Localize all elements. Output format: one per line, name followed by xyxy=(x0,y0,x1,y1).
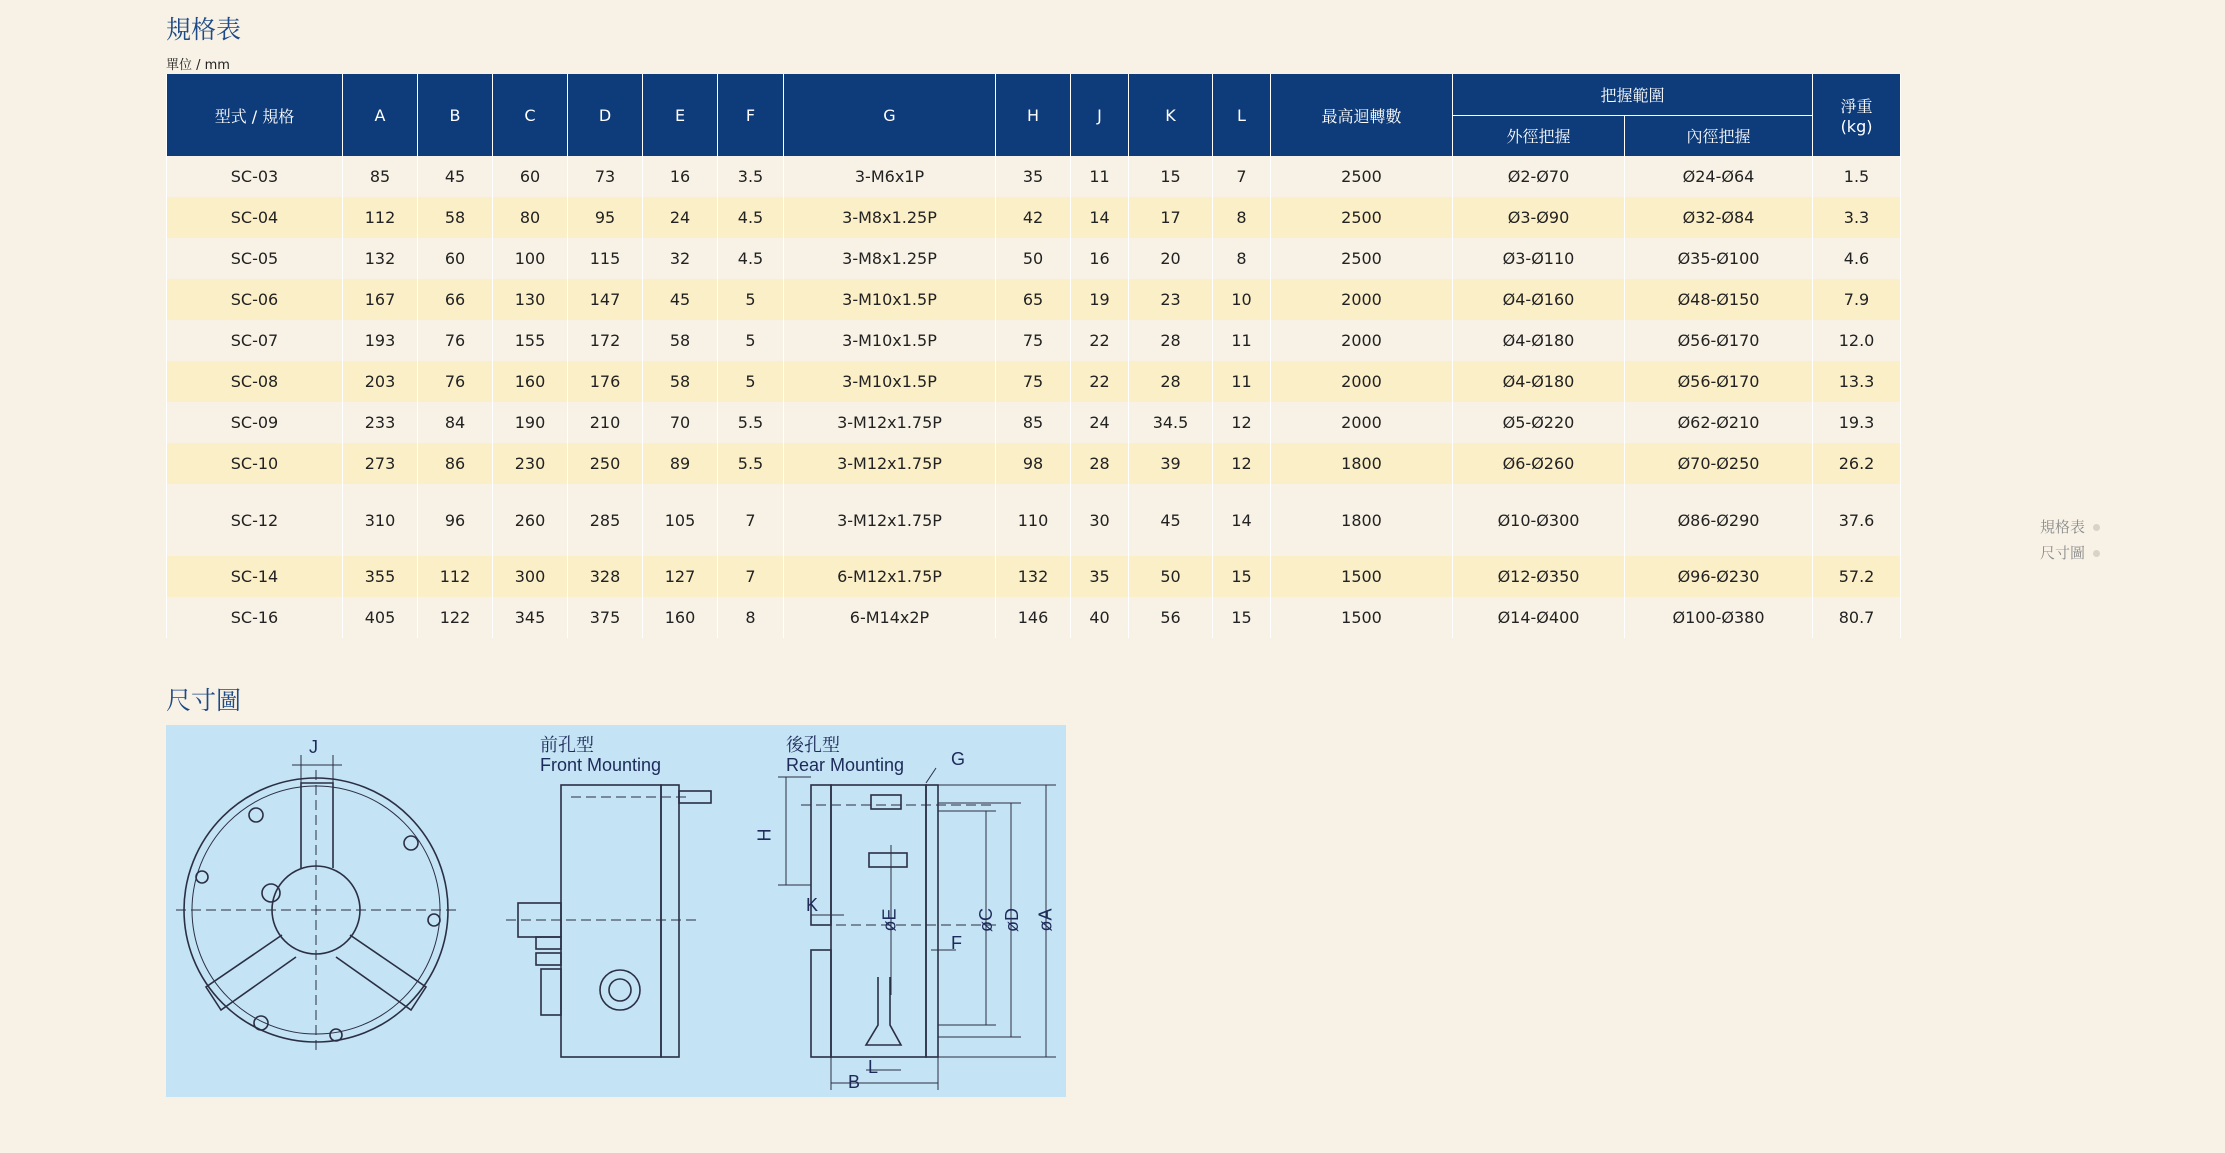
dimension-diagram xyxy=(166,725,1066,1097)
dim-label-l: L xyxy=(868,1057,879,1077)
table-cell: 15 xyxy=(1129,156,1213,197)
dim-label-c: øC xyxy=(976,908,996,932)
model-cell: SC-12 xyxy=(167,484,343,556)
table-cell: 3-M12x1.75P xyxy=(784,443,996,484)
table-cell: 3-M8x1.25P xyxy=(784,238,996,279)
model-cell: SC-05 xyxy=(167,238,343,279)
table-cell: 2000 xyxy=(1271,320,1453,361)
header-grip-range: 把握範圍 xyxy=(1453,74,1813,115)
side-nav-item-spec[interactable] xyxy=(2040,514,2100,540)
table-cell: 3.3 xyxy=(1813,197,1901,238)
table-cell: 80.7 xyxy=(1813,597,1901,638)
table-cell: 250 xyxy=(568,443,643,484)
table-cell: Ø3-Ø110 xyxy=(1453,238,1625,279)
table-row xyxy=(167,197,1901,238)
table-cell: Ø6-Ø260 xyxy=(1453,443,1625,484)
table-cell: 58 xyxy=(418,197,493,238)
dim-label-f: F xyxy=(951,933,962,953)
model-cell: SC-04 xyxy=(167,197,343,238)
table-cell: 98 xyxy=(996,443,1071,484)
dim-label-g: G xyxy=(951,749,966,769)
table-cell: 147 xyxy=(568,279,643,320)
table-cell: 42 xyxy=(996,197,1071,238)
table-cell: 115 xyxy=(568,238,643,279)
table-cell: 32 xyxy=(643,238,718,279)
rear-mounting-zh: 後孔型 xyxy=(786,735,840,755)
table-cell: 85 xyxy=(343,156,418,197)
model-cell: SC-06 xyxy=(167,279,343,320)
table-cell: 7 xyxy=(1213,156,1271,197)
table-cell: 176 xyxy=(568,361,643,402)
table-row xyxy=(167,279,1901,320)
table-cell: 58 xyxy=(643,361,718,402)
table-cell: 112 xyxy=(418,556,493,597)
table-cell: Ø4-Ø160 xyxy=(1453,279,1625,320)
table-cell: 146 xyxy=(996,597,1071,638)
table-cell: 7 xyxy=(718,484,784,556)
table-cell: 16 xyxy=(643,156,718,197)
table-cell: 17 xyxy=(1129,197,1213,238)
header-grip-outer: 外徑把握 xyxy=(1453,115,1625,156)
table-cell: 160 xyxy=(643,597,718,638)
table-cell: 20 xyxy=(1129,238,1213,279)
table-cell: Ø96-Ø230 xyxy=(1625,556,1813,597)
table-cell: 76 xyxy=(418,320,493,361)
table-cell: 2500 xyxy=(1271,238,1453,279)
front-mounting-en: Front Mounting xyxy=(540,755,662,775)
header-grip-inner: 內徑把握 xyxy=(1625,115,1813,156)
spec-table xyxy=(166,74,1901,638)
table-cell: 85 xyxy=(996,402,1071,443)
table-row xyxy=(167,156,1901,197)
dim-label-b: B xyxy=(848,1072,861,1092)
table-cell: 172 xyxy=(568,320,643,361)
table-row xyxy=(167,361,1901,402)
table-cell: 12 xyxy=(1213,402,1271,443)
dim-label-j: J xyxy=(309,737,318,757)
header-col: K xyxy=(1129,74,1213,156)
table-cell: Ø86-Ø290 xyxy=(1625,484,1813,556)
table-cell: 30 xyxy=(1071,484,1129,556)
front-mounting-zh: 前孔型 xyxy=(540,735,594,755)
table-cell: 6-M12x1.75P xyxy=(784,556,996,597)
table-cell: 11 xyxy=(1071,156,1129,197)
table-cell: 203 xyxy=(343,361,418,402)
table-cell: 45 xyxy=(418,156,493,197)
table-cell: Ø10-Ø300 xyxy=(1453,484,1625,556)
table-cell: 4.5 xyxy=(718,238,784,279)
table-cell: 8 xyxy=(718,597,784,638)
dot-icon xyxy=(2093,550,2100,557)
table-cell: 105 xyxy=(643,484,718,556)
side-nav-label: 尺寸圖 xyxy=(2040,544,2086,562)
model-cell: SC-14 xyxy=(167,556,343,597)
header-col: A xyxy=(343,74,418,156)
unit-label: 單位 / mm xyxy=(166,58,230,73)
table-cell: 122 xyxy=(418,597,493,638)
table-cell: 65 xyxy=(996,279,1071,320)
table-cell: 80 xyxy=(493,197,568,238)
table-cell: 34.5 xyxy=(1129,402,1213,443)
table-cell: 28 xyxy=(1129,320,1213,361)
table-cell: 5 xyxy=(718,320,784,361)
table-cell: 15 xyxy=(1213,597,1271,638)
header-weight xyxy=(1813,74,1901,156)
side-nav-label: 規格表 xyxy=(2040,518,2086,536)
table-cell: 190 xyxy=(493,402,568,443)
dot-icon xyxy=(2093,524,2100,531)
table-cell: 58 xyxy=(643,320,718,361)
table-cell: 95 xyxy=(568,197,643,238)
table-cell: 130 xyxy=(493,279,568,320)
table-cell: 4.5 xyxy=(718,197,784,238)
table-cell: 155 xyxy=(493,320,568,361)
side-nav-item-dimension[interactable] xyxy=(2040,540,2100,566)
model-cell: SC-07 xyxy=(167,320,343,361)
table-cell: Ø4-Ø180 xyxy=(1453,361,1625,402)
table-cell: Ø100-Ø380 xyxy=(1625,597,1813,638)
table-cell: 3-M10x1.5P xyxy=(784,320,996,361)
table-row xyxy=(167,238,1901,279)
table-row xyxy=(167,443,1901,484)
table-cell: 5 xyxy=(718,279,784,320)
table-cell: 1500 xyxy=(1271,556,1453,597)
table-row xyxy=(167,597,1901,638)
table-cell: Ø70-Ø250 xyxy=(1625,443,1813,484)
table-cell: 19 xyxy=(1071,279,1129,320)
table-cell: 285 xyxy=(568,484,643,556)
dim-label-e: øE xyxy=(879,908,900,932)
table-cell: 7 xyxy=(718,556,784,597)
table-cell: 3.5 xyxy=(718,156,784,197)
header-col: D xyxy=(568,74,643,156)
header-weight-line1: 淨重 xyxy=(1840,97,1873,116)
table-cell: 96 xyxy=(418,484,493,556)
table-cell: 7.9 xyxy=(1813,279,1901,320)
header-col: J xyxy=(1071,74,1129,156)
table-cell: 70 xyxy=(643,402,718,443)
header-col: B xyxy=(418,74,493,156)
dim-label-a: øA xyxy=(1035,908,1056,932)
table-cell: 328 xyxy=(568,556,643,597)
table-cell: 300 xyxy=(493,556,568,597)
header-col: F xyxy=(718,74,784,156)
model-cell: SC-08 xyxy=(167,361,343,402)
table-cell: Ø4-Ø180 xyxy=(1453,320,1625,361)
table-cell: 1800 xyxy=(1271,484,1453,556)
table-cell: 3-M12x1.75P xyxy=(784,484,996,556)
table-cell: 39 xyxy=(1129,443,1213,484)
table-cell: 4.6 xyxy=(1813,238,1901,279)
table-cell: Ø14-Ø400 xyxy=(1453,597,1625,638)
table-cell: 6-M14x2P xyxy=(784,597,996,638)
table-cell: Ø56-Ø170 xyxy=(1625,361,1813,402)
table-cell: 193 xyxy=(343,320,418,361)
model-cell: SC-09 xyxy=(167,402,343,443)
table-cell: 76 xyxy=(418,361,493,402)
table-cell: Ø48-Ø150 xyxy=(1625,279,1813,320)
table-cell: 2500 xyxy=(1271,197,1453,238)
table-cell: 12 xyxy=(1213,443,1271,484)
model-cell: SC-10 xyxy=(167,443,343,484)
table-cell: 26.2 xyxy=(1813,443,1901,484)
table-cell: 15 xyxy=(1213,556,1271,597)
table-cell: 24 xyxy=(1071,402,1129,443)
table-cell: 22 xyxy=(1071,320,1129,361)
table-cell: 355 xyxy=(343,556,418,597)
table-cell: 73 xyxy=(568,156,643,197)
table-cell: 1800 xyxy=(1271,443,1453,484)
table-cell: 233 xyxy=(343,402,418,443)
spec-title: 規格表 xyxy=(166,15,242,44)
table-cell: 37.6 xyxy=(1813,484,1901,556)
table-cell: Ø62-Ø210 xyxy=(1625,402,1813,443)
table-row xyxy=(167,484,1901,556)
table-cell: 14 xyxy=(1213,484,1271,556)
rear-mounting-en: Rear Mounting xyxy=(786,755,905,775)
dimension-title: 尺寸圖 xyxy=(166,686,242,715)
table-cell: Ø35-Ø100 xyxy=(1625,238,1813,279)
table-cell: 5.5 xyxy=(718,443,784,484)
table-cell: 160 xyxy=(493,361,568,402)
dim-label-d: øD xyxy=(1002,908,1022,932)
table-cell: 3-M10x1.5P xyxy=(784,279,996,320)
table-cell: 56 xyxy=(1129,597,1213,638)
header-col: C xyxy=(493,74,568,156)
table-cell: 86 xyxy=(418,443,493,484)
table-cell: 100 xyxy=(493,238,568,279)
table-cell: Ø2-Ø70 xyxy=(1453,156,1625,197)
model-cell: SC-03 xyxy=(167,156,343,197)
table-cell: 23 xyxy=(1129,279,1213,320)
table-cell: 3-M8x1.25P xyxy=(784,197,996,238)
table-cell: 22 xyxy=(1071,361,1129,402)
table-cell: 8 xyxy=(1213,197,1271,238)
header-max-rpm: 最高迴轉數 xyxy=(1271,74,1453,156)
table-cell: 8 xyxy=(1213,238,1271,279)
table-cell: 84 xyxy=(418,402,493,443)
table-cell: 40 xyxy=(1071,597,1129,638)
table-row xyxy=(167,556,1901,597)
table-cell: 132 xyxy=(996,556,1071,597)
table-cell: 11 xyxy=(1213,361,1271,402)
table-cell: 89 xyxy=(643,443,718,484)
table-cell: 132 xyxy=(343,238,418,279)
table-cell: 75 xyxy=(996,320,1071,361)
front-mounting-view xyxy=(506,785,711,1057)
chuck-drawing xyxy=(166,725,1066,1097)
table-cell: 66 xyxy=(418,279,493,320)
table-row xyxy=(167,402,1901,443)
table-cell: 1500 xyxy=(1271,597,1453,638)
front-view xyxy=(176,755,458,1050)
table-cell: 57.2 xyxy=(1813,556,1901,597)
header-col: G xyxy=(784,74,996,156)
table-cell: Ø32-Ø84 xyxy=(1625,197,1813,238)
table-cell: 45 xyxy=(1129,484,1213,556)
header-weight-line2: (kg) xyxy=(1840,117,1873,136)
header-col: E xyxy=(643,74,718,156)
table-cell: 35 xyxy=(996,156,1071,197)
table-cell: 12.0 xyxy=(1813,320,1901,361)
table-cell: Ø24-Ø64 xyxy=(1625,156,1813,197)
table-cell: 45 xyxy=(643,279,718,320)
table-cell: 230 xyxy=(493,443,568,484)
header-model: 型式 / 規格 xyxy=(167,74,343,156)
table-cell: 260 xyxy=(493,484,568,556)
table-cell: 375 xyxy=(568,597,643,638)
table-body xyxy=(167,156,1901,638)
table-cell: 2000 xyxy=(1271,361,1453,402)
table-cell: 19.3 xyxy=(1813,402,1901,443)
table-cell: 5.5 xyxy=(718,402,784,443)
table-cell: 3-M10x1.5P xyxy=(784,361,996,402)
table-cell: 50 xyxy=(1129,556,1213,597)
table-cell: 2000 xyxy=(1271,402,1453,443)
table-cell: 14 xyxy=(1071,197,1129,238)
table-cell: 35 xyxy=(1071,556,1129,597)
table-cell: 2500 xyxy=(1271,156,1453,197)
table-cell: 167 xyxy=(343,279,418,320)
table-cell: 3-M6x1P xyxy=(784,156,996,197)
table-cell: 13.3 xyxy=(1813,361,1901,402)
dim-label-k: K xyxy=(806,895,819,915)
table-cell: 5 xyxy=(718,361,784,402)
dim-label-h: H xyxy=(754,828,775,842)
table-cell: Ø5-Ø220 xyxy=(1453,402,1625,443)
table-cell: 112 xyxy=(343,197,418,238)
table-cell: 75 xyxy=(996,361,1071,402)
table-cell: 16 xyxy=(1071,238,1129,279)
table-cell: 2000 xyxy=(1271,279,1453,320)
table-cell: 50 xyxy=(996,238,1071,279)
table-cell: Ø3-Ø90 xyxy=(1453,197,1625,238)
table-cell: 110 xyxy=(996,484,1071,556)
side-nav xyxy=(2040,514,2100,566)
table-cell: 11 xyxy=(1213,320,1271,361)
table-cell: Ø56-Ø170 xyxy=(1625,320,1813,361)
table-cell: 28 xyxy=(1071,443,1129,484)
header-col: L xyxy=(1213,74,1271,156)
model-cell: SC-16 xyxy=(167,597,343,638)
table-cell: 273 xyxy=(343,443,418,484)
table-cell: 127 xyxy=(643,556,718,597)
table-cell: 28 xyxy=(1129,361,1213,402)
table-cell: 3-M12x1.75P xyxy=(784,402,996,443)
table-cell: 210 xyxy=(568,402,643,443)
header-col: H xyxy=(996,74,1071,156)
table-cell: 310 xyxy=(343,484,418,556)
table-cell: 24 xyxy=(643,197,718,238)
table-cell: 405 xyxy=(343,597,418,638)
table-cell: 345 xyxy=(493,597,568,638)
table-cell: 60 xyxy=(418,238,493,279)
table-cell: Ø12-Ø350 xyxy=(1453,556,1625,597)
table-header xyxy=(167,74,1901,156)
table-cell: 10 xyxy=(1213,279,1271,320)
table-cell: 1.5 xyxy=(1813,156,1901,197)
table-row xyxy=(167,320,1901,361)
table-cell: 60 xyxy=(493,156,568,197)
